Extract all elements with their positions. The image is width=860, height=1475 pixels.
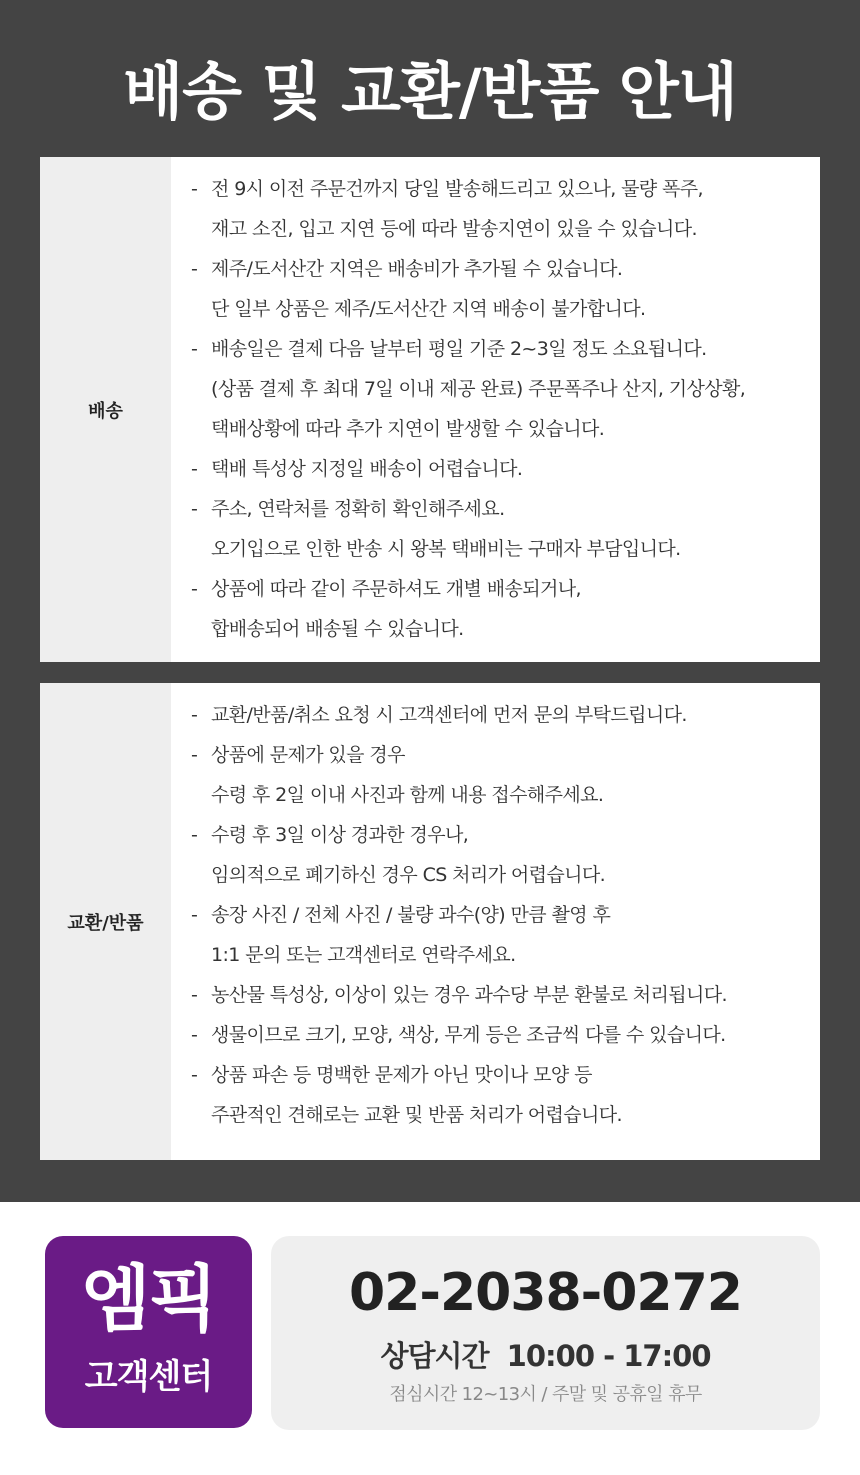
list-item xyxy=(171,1055,820,1135)
brand-badge xyxy=(45,1236,252,1428)
list-item-text: - 상품에 문제가 있을 경우 xyxy=(211,735,820,775)
list-item-text: - 택배 특성상 지정일 배송이 어렵습니다. xyxy=(211,449,820,489)
list-item-text: - 수령 후 3일 이상 경과한 경우나, xyxy=(211,815,820,855)
brand-subtitle: 고객센터 xyxy=(84,1357,213,1397)
list-item-continuation: 재고 소진, 입고 지연 등에 따라 발송지연이 있을 수 있습니다. xyxy=(211,218,697,240)
list-item xyxy=(171,569,820,649)
list-item xyxy=(171,329,820,449)
list-item-text: - 상품 파손 등 명백한 문제가 아닌 맛이나 모양 등 xyxy=(211,1055,820,1095)
list-item-continuation: 1:1 문의 또는 고객센터로 연락주세요. xyxy=(211,944,516,966)
shipping-panel xyxy=(40,157,820,662)
list-item xyxy=(171,895,820,975)
lunch-hours: 점심시간 12~13시 / 주말 및 공휴일 휴무 xyxy=(389,1384,702,1405)
list-item-text: - 농산물 특성상, 이상이 있는 경우 과수당 부분 환불로 처리됩니다. xyxy=(211,975,820,1015)
list-item-text: - 송장 사진 / 전체 사진 / 불량 과수(양) 만큼 촬영 후 xyxy=(211,895,820,935)
phone-number[interactable]: 02-2038-0272 xyxy=(349,1263,742,1323)
consult-hours: 상담시간 10:00 - 17:00 xyxy=(380,1339,711,1373)
list-item-continuation: 임의적으로 폐기하신 경우 CS 처리가 어렵습니다. xyxy=(211,864,606,886)
returns-panel xyxy=(40,683,820,1160)
list-item-continuation: 주관적인 견해로는 교환 및 반품 처리가 어렵습니다. xyxy=(211,1104,622,1126)
list-item xyxy=(171,449,820,489)
list-item-continuation: (상품 결제 후 최대 7일 이내 제공 완료) 주문폭주나 산지, 기상상황, xyxy=(211,378,746,400)
list-item-text: - 상품에 따라 같이 주문하셔도 개별 배송되거나, xyxy=(211,569,820,609)
contact-box xyxy=(271,1236,820,1430)
list-item-text: - 생물이므로 크기, 모양, 색상, 무게 등은 조금씩 다를 수 있습니다. xyxy=(211,1015,820,1055)
list-item-text: - 배송일은 결제 다음 날부터 평일 기준 2~3일 정도 소요됩니다. xyxy=(211,329,820,369)
returns-list xyxy=(171,683,820,1160)
list-item-continuation: 택배상황에 따라 추가 지연이 발생할 수 있습니다. xyxy=(211,418,605,440)
returns-label: 교환/반품 xyxy=(40,683,171,1160)
list-item xyxy=(171,815,820,895)
list-item xyxy=(171,695,820,735)
list-item-text: - 교환/반품/취소 요청 시 고객센터에 먼저 문의 부탁드립니다. xyxy=(211,695,820,735)
page-title: 배송 및 교환/반품 안내 xyxy=(123,55,737,128)
list-item-text: - 제주/도서산간 지역은 배송비가 추가될 수 있습니다. xyxy=(211,249,820,289)
list-item xyxy=(171,169,820,249)
list-item xyxy=(171,489,820,569)
list-item xyxy=(171,735,820,815)
list-item-text: - 주소, 연락처를 정확히 확인해주세요. xyxy=(211,489,820,529)
list-item-continuation: 합배송되어 배송될 수 있습니다. xyxy=(211,618,464,640)
shipping-label: 배송 xyxy=(40,157,171,662)
list-item-continuation: 오기입으로 인한 반송 시 왕복 택배비는 구매자 부담입니다. xyxy=(211,538,681,560)
list-item-continuation: 수령 후 2일 이내 사진과 함께 내용 접수해주세요. xyxy=(211,784,604,806)
brand-name: 엠픽 xyxy=(80,1257,217,1341)
shipping-list xyxy=(171,157,820,662)
list-item-continuation: 단 일부 상품은 제주/도서산간 지역 배송이 불가합니다. xyxy=(211,298,646,320)
list-item xyxy=(171,975,820,1015)
list-item-text: - 전 9시 이전 주문건까지 당일 발송해드리고 있으나, 물량 폭주, xyxy=(211,169,820,209)
list-item xyxy=(171,1015,820,1055)
list-item xyxy=(171,249,820,329)
